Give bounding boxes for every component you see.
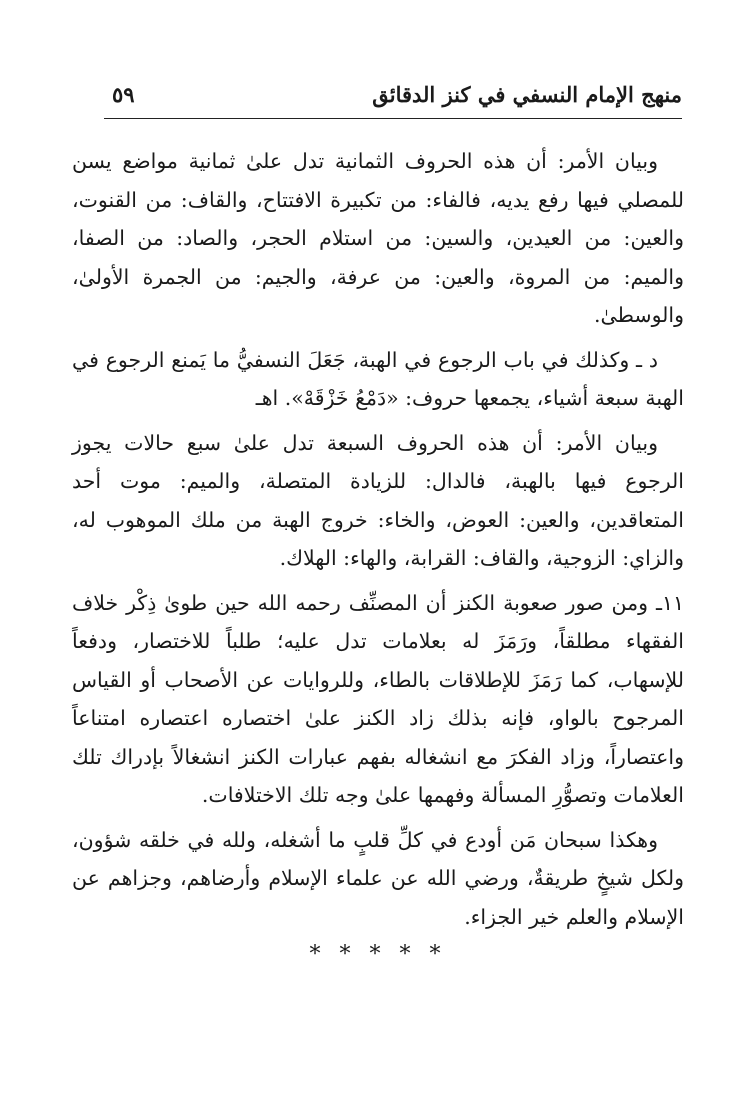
paragraph-closing: وهكذا سبحان مَن أودع في كلِّ قلبٍ ما أشغله، ولله في خلقه شؤون، ولكل شيخٍ طريقةٌ، ورضي الله عن علماء الإسلام وأرضاهم، وجزاهم عن الإسلام والعلم خير الجزاء. — [72, 827, 684, 929]
paragraph-raising-hands-explanation: وبيان الأمر: أن هذه الحروف الثمانية تدل علىٰ ثمانية مواضع يسن للمصلي فيها رفع يديه، فالفاء: من تكبيرة الافتتاح، والقاف: من القنوت، والعين: من العيدين، والسين: من استلام الحجر، والصاد: من الصفا، والميم: من المروة، والعين: من عرفة، والجيم: من الجمرة الأولىٰ، والوسطىٰ. — [72, 149, 684, 327]
running-title: منهج الإمام النسفي في كنز الدقائق — [372, 82, 682, 107]
paragraph-gift-revocation: د ـ وكذلك في باب الرجوع في الهبة، جَعَلَ النسفيُّ ما يَمنع الرجوع في الهبة سبعة أشياء، يجمعها حروف: «دَمْعُ خَزْقَهْ». اهـ — [72, 347, 684, 410]
running-header — [104, 80, 682, 119]
page-body — [72, 142, 684, 967]
paragraph-gift-letters-explanation: وبيان الأمر: أن هذه الحروف السبعة تدل علىٰ سبع حالات يجوز الرجوع فيها بالهبة، فالدال: للزيادة المتصلة، والميم: موت أحد المتعاقدين، والعين: العوض، والخاء: خروج الهبة من ملك الموهوب له، والزاي: الزوجية، والقاف: القرابة، والهاء: الهلاك. — [72, 430, 684, 570]
section-end-ornament: * * * * * — [309, 942, 447, 967]
paragraph-item-11: ١١ـ ومن صور صعوبة الكنز أن المصنِّف رحمه الله حين طوىٰ ذِكْر خلاف الفقهاء مطلقاً، ورَمَزَ له بعلامات تدل عليه؛ طلباً للاختصار، ودفعاً للإسهاب، كما رَمَزَ للإطلاقات بالطاء، وللروايات عن الأصحاب أو القياس المرجوح بالواو، فإنه بذلك زاد الكنز علىٰ اختصاره اعتصاره امتناعاً واعتصاراً، وزاد الفكرَ مع انشغاله بفهم عبارات الكنز انشغالاً بإدراك تلك العلامات وتصوُّرِ المسألة وفهمها علىٰ وجه تلك الاختلافات. — [72, 590, 684, 807]
page-number: ٥٩ — [112, 82, 135, 107]
